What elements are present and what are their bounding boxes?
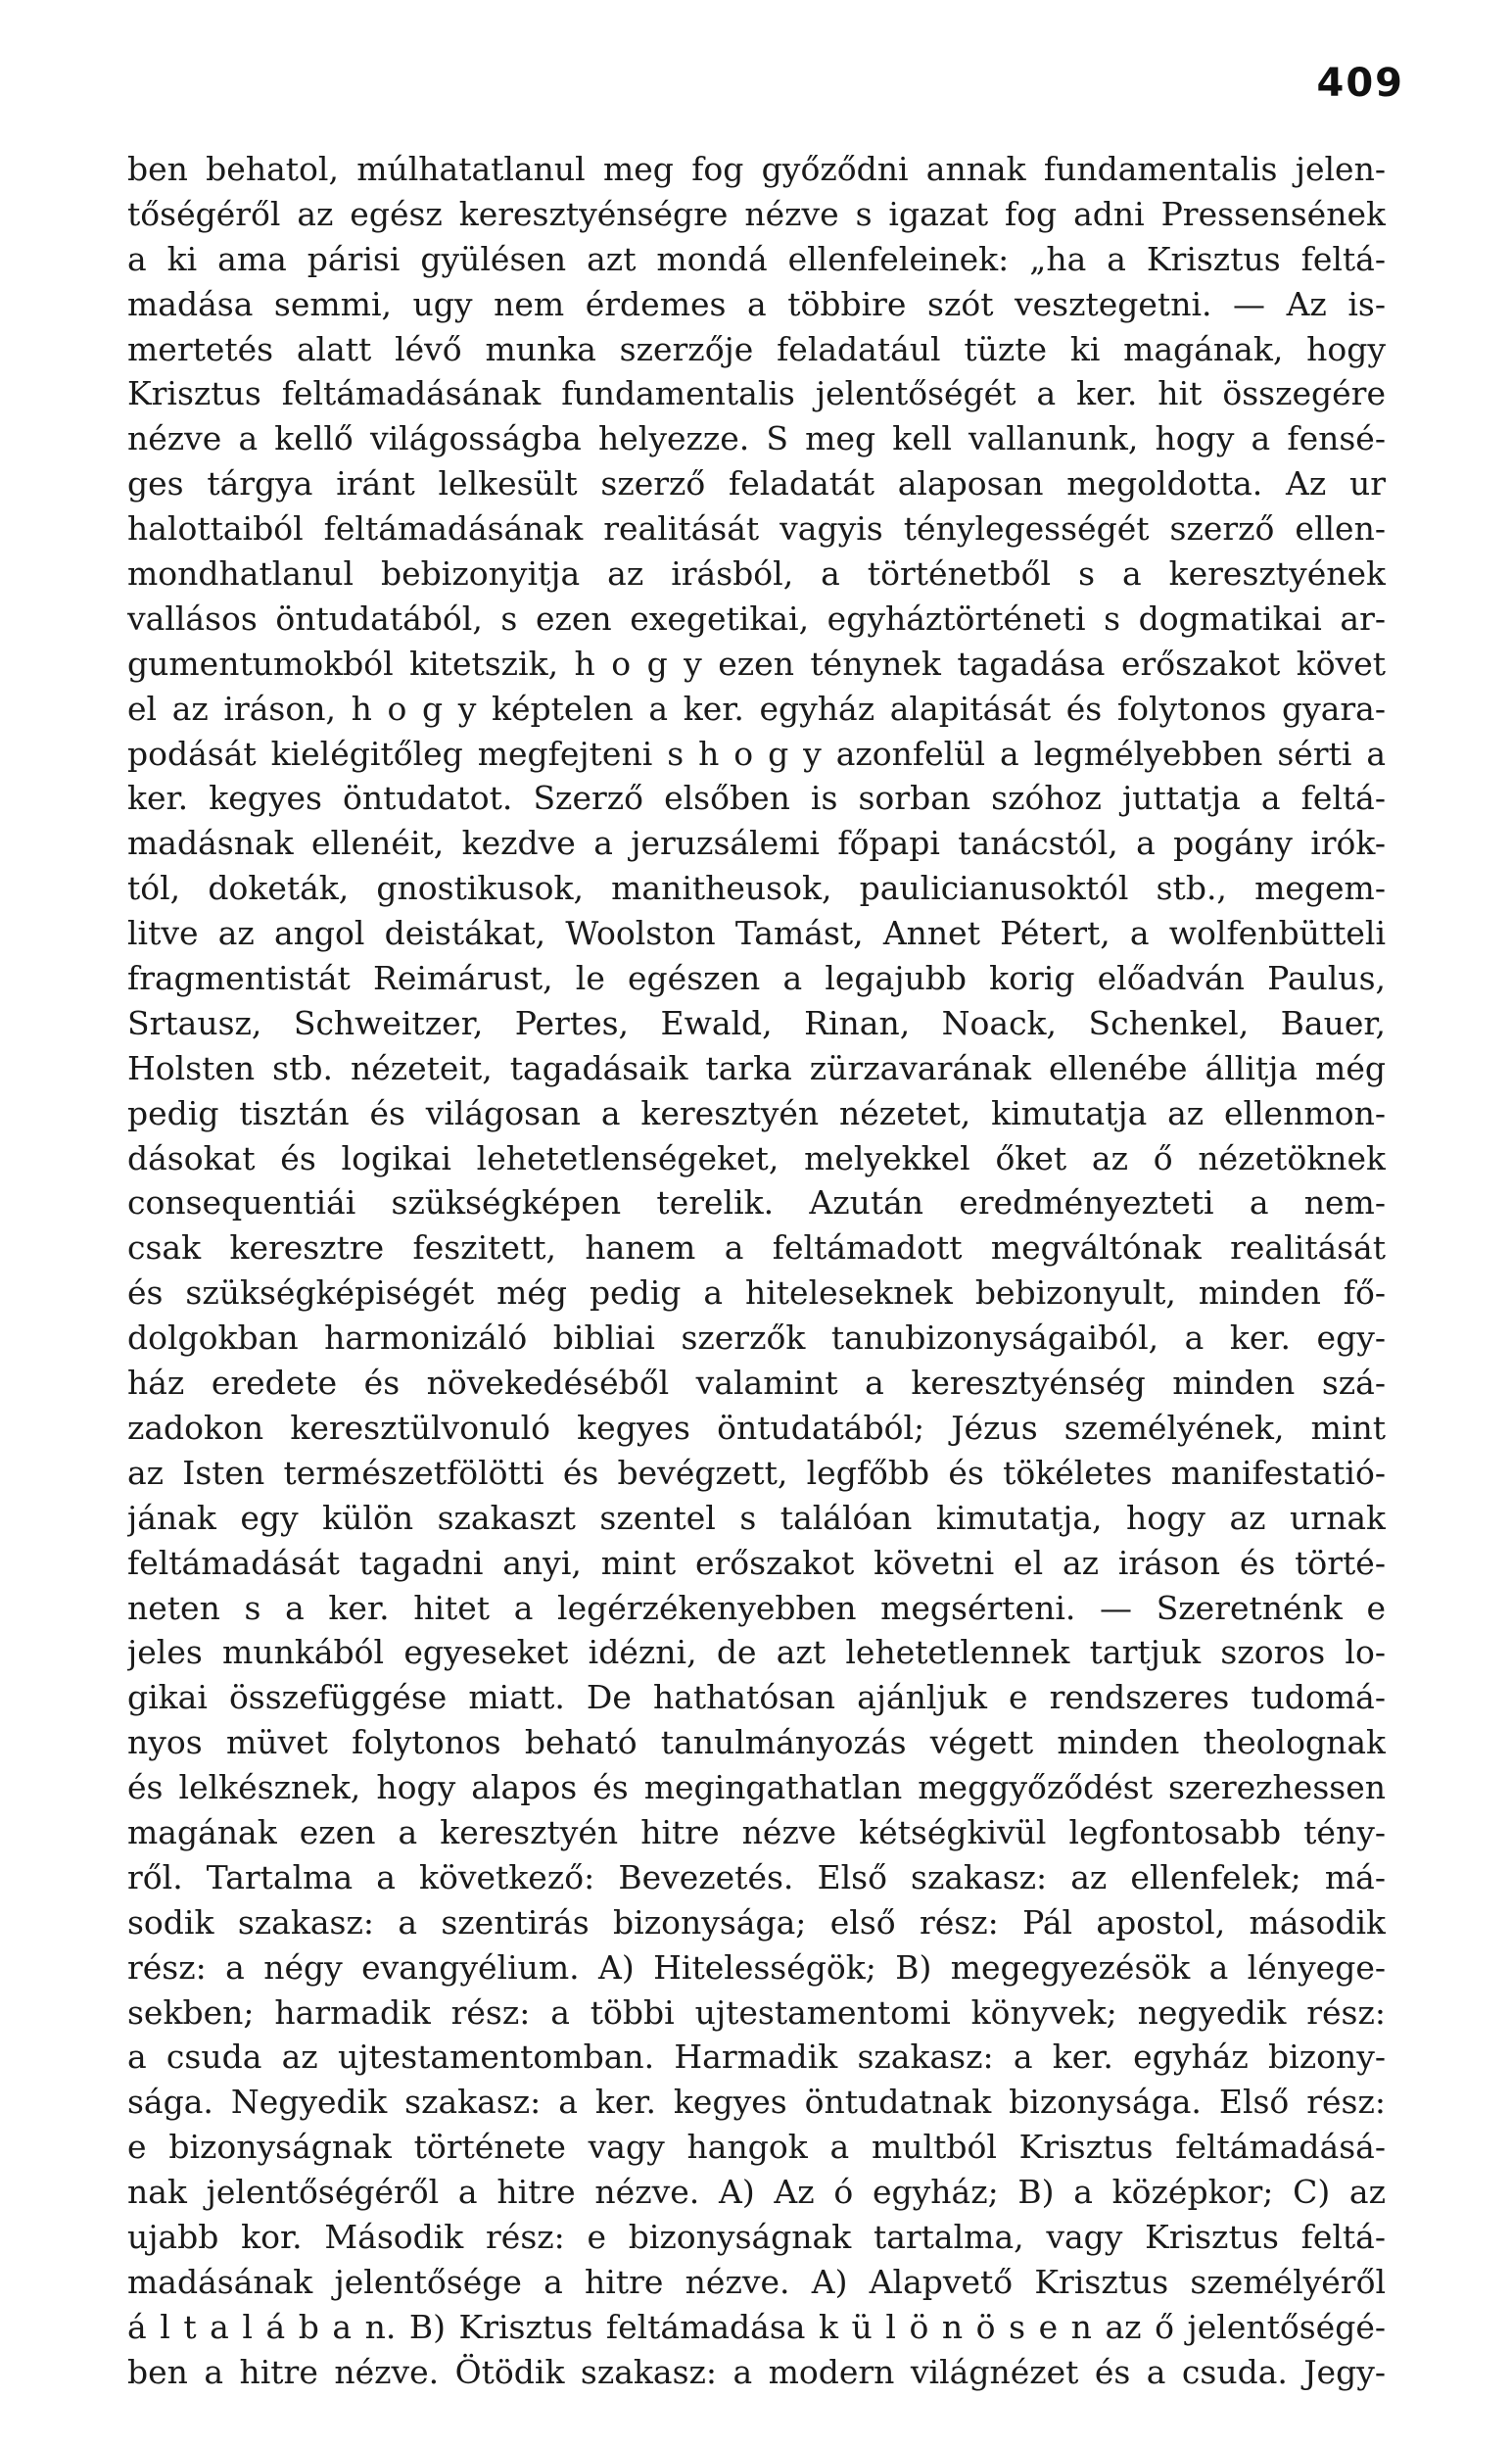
- text-line: és lelkésznek, hogy alapos és megingathatlan meggyőződést szerezhessen: [127, 1768, 1386, 1807]
- text-line: jának egy külön szakaszt szentel s találóan kimutatja, hogy az urnak: [127, 1498, 1386, 1537]
- text-line: zadokon keresztülvonuló kegyes öntudatából; Jézus személyének, mint: [127, 1408, 1386, 1447]
- text-line: consequentiái szükségképen terelik. Azután eredményezteti a nem-: [127, 1183, 1386, 1223]
- text-line: nak jelentőségéről a hitre nézve. A) Az ó egyház; B) a középkor; C) az: [127, 2173, 1386, 2212]
- text-line: madásának jelentősége a hitre nézve. A) Alapvető Krisztus személyéről: [127, 2262, 1386, 2301]
- text-line: és szükségképiségét még pedig a hiteleseknek bebizonyult, minden fő-: [127, 1273, 1386, 1313]
- text-line: vallásos öntudatából, s ezen exegetikai, egyháztörténeti s dogmatikai ar-: [127, 599, 1386, 638]
- text-line: tőségéről az egész keresztyénségre nézve s igazat fog adni Pressensének: [127, 194, 1386, 233]
- text-line: halottaiból feltámadásának realitását vagyis ténylegességét szerző ellen-: [127, 509, 1386, 549]
- text-line: rész: a négy evangyélium. A) Hitelességök; B) megegyezésök a lényege-: [127, 1947, 1386, 1987]
- text-line: sága. Negyedik szakasz: a ker. kegyes öntudatnak bizonysága. Első rész:: [127, 2083, 1386, 2122]
- page-number: 409: [1316, 61, 1404, 106]
- text-line: madásnak ellenéit, kezdve a jeruzsálemi főpapi tanácstól, a pogány irók-: [127, 824, 1386, 863]
- text-line: ről. Tartalma a következő: Bevezetés. Első szakasz: az ellenfelek; má-: [127, 1857, 1386, 1896]
- text-line: a ki ama párisi gyülésen azt mondá ellenfeleinek: „ha a Krisztus feltá-: [127, 239, 1386, 278]
- text-line: á l t a l á b a n. B) Krisztus feltámadása k ü l ö n ö s e n az ő jelentőségé-: [127, 2307, 1386, 2346]
- text-line: jeles munkából egyeseket idézni, de azt lehetetlennek tartjuk szoros lo-: [127, 1633, 1386, 1672]
- text-line: a csuda az ujtestamentomban. Harmadik szakasz: a ker. egyház bizony-: [127, 2038, 1386, 2077]
- text-line: az Isten természetfölötti és bevégzett, legfőbb és tökéletes manifestatió-: [127, 1453, 1386, 1492]
- text-line: ház eredete és növekedéséből valamint a keresztyénség minden szá-: [127, 1364, 1386, 1403]
- text-line: ker. kegyes öntudatot. Szerző elsőben is sorban szóhoz juttatja a feltá-: [127, 779, 1386, 818]
- text-line: fragmentistát Reimárust, le egészen a legajubb korig előadván Paulus,: [127, 959, 1386, 998]
- text-line: sekben; harmadik rész: a többi ujtestamentomi könyvek; negyedik rész:: [127, 1992, 1386, 2032]
- text-line: pedig tisztán és világosan a keresztyén nézetet, kimutatja az ellenmon-: [127, 1093, 1386, 1132]
- text-line: Krisztus feltámadásának fundamentalis jelentőségét a ker. hit összegére: [127, 374, 1386, 413]
- text-line: feltámadását tagadni anyi, mint erőszakot követni el az iráson és törté-: [127, 1543, 1386, 1582]
- text-line: ben behatol, múlhatatlanul meg fog győződni annak fundamentalis jelen-: [127, 150, 1386, 188]
- text-line: mondhatlanul bebizonyitja az irásból, a történetből s a keresztyének: [127, 554, 1386, 594]
- text-line: mertetés alatt lévő munka szerzője feladatául tüzte ki magának, hogy: [127, 329, 1386, 368]
- text-line: magának ezen a keresztyén hitre nézve kétségkivül legfontosabb tény-: [127, 1812, 1386, 1851]
- text-line: podását kielégitőleg megfejteni s h o g y azonfelül a legmélyebben sérti a: [127, 734, 1386, 773]
- text-line: ujabb kor. Második rész: e bizonyságnak tartalma, vagy Krisztus feltá-: [127, 2217, 1386, 2256]
- text-line: tól, doketák, gnostikusok, manitheusok, paulicianusoktól stb., megem-: [127, 869, 1386, 908]
- text-line: Srtausz, Schweitzer, Pertes, Ewald, Rinan, Noack, Schenkel, Bauer,: [127, 1003, 1386, 1042]
- text-line: nézve a kellő világosságba helyezze. S meg kell vallanunk, hogy a fensé-: [127, 419, 1386, 458]
- text-line: gikai összefüggése miatt. De hathatósan ajánljuk e rendszeres tudomá-: [127, 1678, 1386, 1717]
- text-line: sodik szakasz: a szentirás bizonysága; első rész: Pál apostol, második: [127, 1902, 1386, 1942]
- text-line: neten s a ker. hitet a legérzékenyebben megsérteni. — Szeretnénk e: [127, 1588, 1386, 1627]
- body-text: [127, 147, 1386, 2395]
- text-line: ges tárgya iránt lelkesült szerző feladatát alaposan megoldotta. Az ur: [127, 464, 1386, 504]
- text-line: e bizonyságnak története vagy hangok a multból Krisztus feltámadásá-: [127, 2128, 1386, 2167]
- text-line: dásokat és logikai lehetetlenségeket, melyekkel őket az ő nézetöknek: [127, 1138, 1386, 1177]
- text-line: ben a hitre nézve. Ötödik szakasz: a modern világnézet és a csuda. Jegy-: [127, 2352, 1386, 2391]
- text-line: csak keresztre feszitett, hanem a feltámadott megváltónak realitását: [127, 1228, 1386, 1268]
- text-line: madása semmi, ugy nem érdemes a többire szót vesztegetni. — Az is-: [127, 284, 1386, 323]
- text-line: gumentumokból kitetszik, h o g y ezen ténynek tagadása erőszakot követ: [127, 644, 1386, 683]
- text-line: nyos müvet folytonos beható tanulmányozás végett minden theolognak: [127, 1723, 1386, 1762]
- text-line: dolgokban harmonizáló bibliai szerzők tanubizonyságaiból, a ker. egy-: [127, 1319, 1386, 1358]
- text-line: litve az angol deistákat, Woolston Tamást, Annet Pétert, a wolfenbütteli: [127, 914, 1386, 953]
- text-line: el az iráson, h o g y képtelen a ker. egyház alapitását és folytonos gyara-: [127, 689, 1386, 728]
- text-line: Holsten stb. nézeteit, tagadásaik tarka zürzavarának ellenébe állitja még: [127, 1048, 1386, 1087]
